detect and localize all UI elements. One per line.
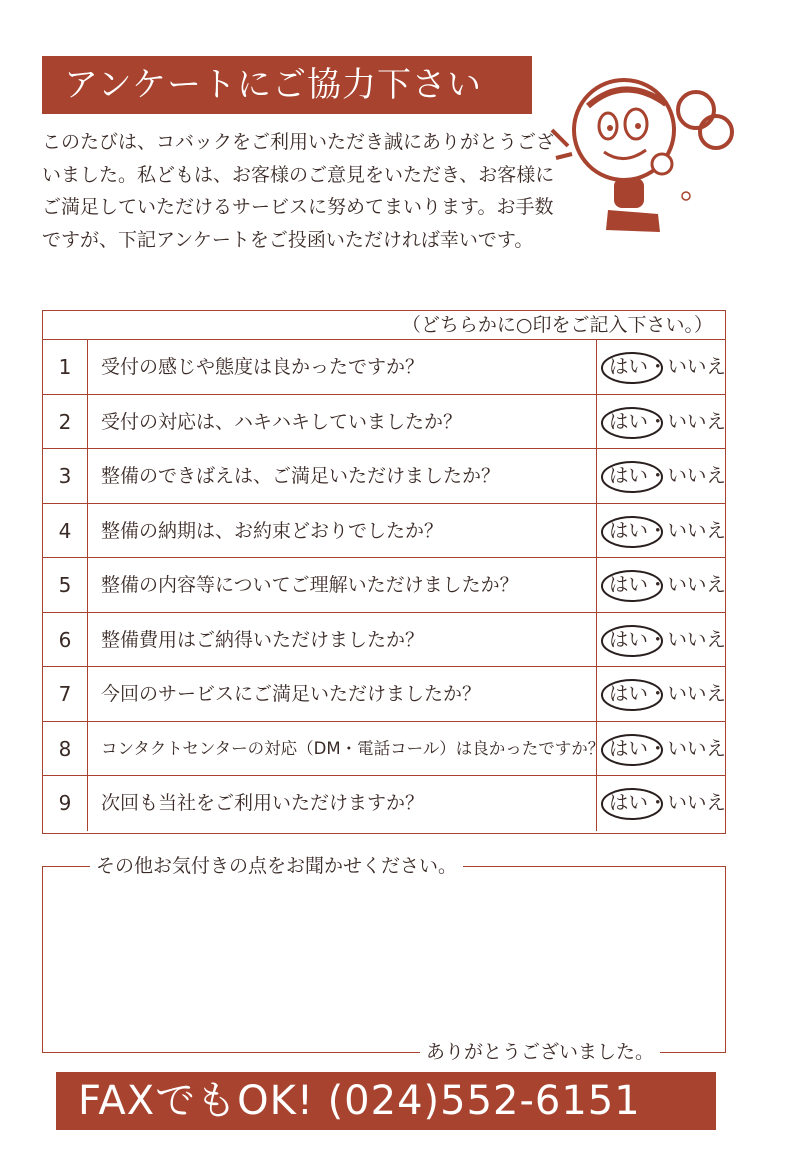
row-number: 1	[43, 340, 88, 394]
row-number: 2	[43, 395, 88, 449]
handwritten-circle-mark	[599, 677, 665, 713]
answer-separator: ・	[648, 791, 668, 814]
answer-cell[interactable]	[596, 340, 725, 394]
comments-box[interactable]	[42, 866, 726, 1052]
table-row	[43, 340, 725, 395]
answer-yes-label: はい	[609, 518, 649, 542]
row-number: 3	[43, 449, 88, 503]
answer-no-option[interactable]: いいえ	[667, 736, 727, 760]
answer-cell[interactable]	[596, 558, 725, 612]
table-row	[43, 613, 725, 668]
row-number: 9	[43, 776, 88, 831]
table-row	[43, 776, 725, 831]
thanks-text: ありがとうございました。	[420, 1038, 660, 1066]
answer-yes-option[interactable]	[609, 558, 648, 612]
answer-no-option[interactable]: いいえ	[667, 518, 727, 542]
handwritten-circle-mark	[599, 350, 665, 386]
answer-no-option[interactable]: いいえ	[667, 464, 727, 487]
comments-label: その他お気付きの点をお聞かせください。	[90, 852, 463, 880]
survey-table	[42, 310, 726, 834]
answer-yes-label: はい	[609, 409, 649, 433]
answer-separator: ・	[648, 518, 668, 542]
answer-no-option[interactable]: いいえ	[667, 791, 727, 814]
answer-yes-label: はい	[609, 736, 649, 760]
answer-yes-label: はい	[609, 791, 649, 814]
answer-yes-option[interactable]	[609, 776, 648, 830]
row-number: 7	[43, 667, 88, 721]
answer-separator: ・	[648, 355, 668, 378]
answer-cell[interactable]	[596, 395, 725, 449]
row-number: 8	[43, 722, 88, 776]
answer-yes-option[interactable]	[609, 667, 648, 721]
answer-yes-option[interactable]	[609, 504, 648, 558]
answer-yes-option[interactable]	[609, 395, 648, 449]
answer-cell[interactable]	[596, 613, 725, 667]
question-text: 整備のできばえは、ご満足いただけましたか？	[101, 465, 501, 487]
question-text: コンタクトセンターの対応（DM・電話コール）は良かったですか？	[101, 738, 605, 758]
answer-separator: ・	[648, 573, 668, 596]
answer-no-option[interactable]: いいえ	[667, 573, 727, 596]
handwritten-circle-mark	[599, 568, 665, 604]
answer-yes-label: はい	[609, 464, 649, 487]
intro-text: このたびは、コバックをご利用いただき誠にありがとうございました。私どもは、お客様のご意見をいただき、お客様にご満足していただけるサービスに努めてまいります。お手数ですが、下記アンケートをご投函いただければ幸いです。	[42, 131, 556, 251]
question-text: 受付の対応は、ハキハキしていましたか？	[101, 410, 463, 433]
handwritten-circle-mark	[599, 732, 665, 768]
answer-yes-label: はい	[609, 682, 649, 705]
handwritten-circle-mark	[599, 623, 665, 659]
answer-separator: ・	[648, 627, 668, 651]
answer-yes-option[interactable]	[609, 613, 648, 667]
table-row	[43, 667, 725, 722]
handwritten-circle-mark	[599, 459, 665, 495]
answer-cell[interactable]	[596, 449, 725, 503]
question-text: 整備の内容等についてご理解いただけましたか？	[101, 574, 519, 596]
handwritten-circle-mark	[599, 514, 665, 550]
table-row	[43, 449, 725, 504]
table-row	[43, 504, 725, 559]
question-text: 受付の感じや態度は良かったですか？	[101, 356, 425, 378]
row-number: 5	[43, 558, 88, 612]
question-text: 整備費用はご納得いただけましたか？	[101, 628, 425, 651]
answer-no-option[interactable]: いいえ	[667, 682, 727, 705]
answer-no-option[interactable]: いいえ	[667, 355, 727, 378]
answer-yes-option[interactable]	[609, 449, 648, 503]
answer-cell[interactable]	[596, 504, 725, 558]
row-number: 6	[43, 613, 88, 667]
answer-yes-label: はい	[609, 627, 649, 651]
answer-no-option[interactable]: いいえ	[667, 627, 727, 651]
answer-separator: ・	[648, 464, 668, 487]
handwritten-circle-mark	[599, 405, 665, 441]
answer-yes-label: はい	[609, 355, 649, 378]
survey-title-banner: アンケートにご協力下さい	[42, 56, 532, 114]
answer-separator: ・	[648, 409, 668, 433]
answer-yes-option[interactable]	[609, 722, 648, 776]
answer-cell[interactable]	[596, 722, 725, 776]
answer-yes-label: はい	[609, 573, 649, 596]
mascot-illustration	[548, 66, 748, 246]
answer-cell[interactable]	[596, 667, 725, 721]
answer-no-option[interactable]: いいえ	[667, 409, 727, 433]
table-instruction: （どちらかに○印をご記入下さい。）	[43, 311, 725, 340]
answer-yes-option[interactable]	[609, 340, 648, 394]
question-text: 整備の納期は、お約束どおりでしたか？	[101, 519, 444, 542]
handwritten-circle-mark	[599, 786, 665, 822]
answer-separator: ・	[648, 682, 668, 705]
table-row	[43, 722, 725, 777]
answer-separator: ・	[648, 736, 668, 760]
answer-cell[interactable]	[596, 776, 725, 831]
question-text: 今回のサービスにご満足いただけましたか？	[101, 683, 482, 705]
fax-number-banner: FAXでもOK! (024)552-6151	[56, 1072, 716, 1130]
table-row	[43, 558, 725, 613]
table-row	[43, 395, 725, 450]
question-text: 次回も当社をご利用いただけますか？	[101, 792, 425, 814]
row-number: 4	[43, 504, 88, 558]
